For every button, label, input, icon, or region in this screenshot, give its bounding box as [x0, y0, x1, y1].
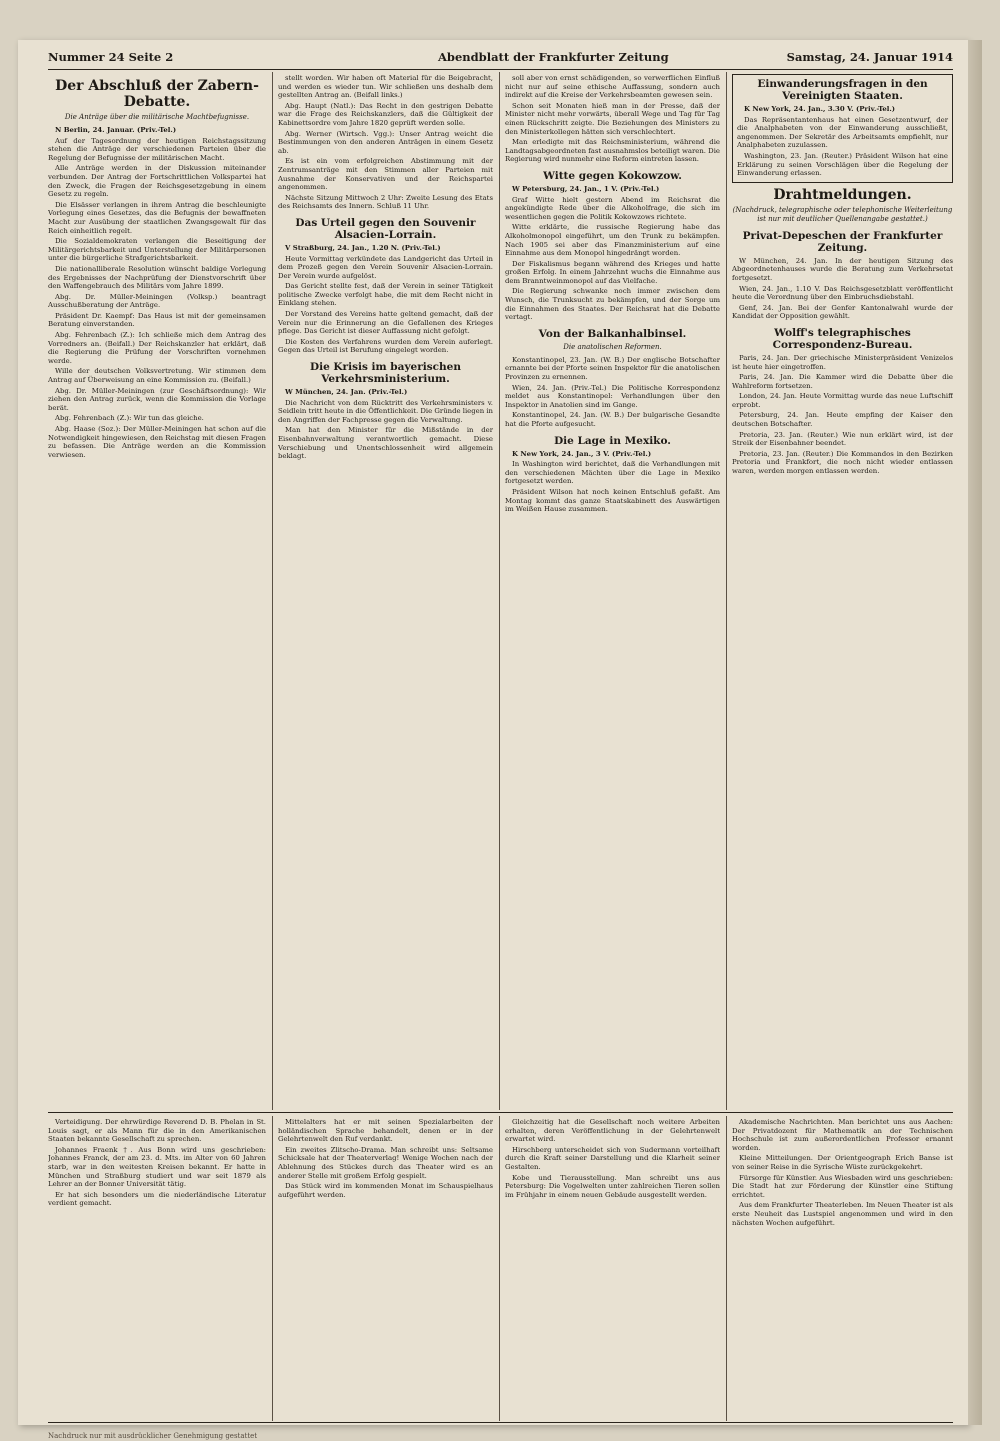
paragraph: Abg. Werner (Wirtsch. Vgg.): Unser Antrag weicht die Bestimmungen von den anderen Anträgen in einem Gesetz ab.: [278, 129, 493, 155]
paragraph: stellt worden. Wir haben oft Material für die Beigebracht, und werden es wieder tun. Wir schließen uns deshalb dem gestellten Antrag an. (Beifall links.): [278, 74, 493, 100]
paragraph: Das Repräsentantenhaus hat einen Gesetzentwurf, der die Analphabeten von der Einwanderung ausschließt, angenommen. Der Sekretär des Arbeitsamts empfiehlt, nur Analphabeten zuzulassen.: [737, 115, 948, 150]
paragraph: Die Sozialdemokraten verlangen die Beseitigung der Militärgerichtsbarkeit und Unterstellung der Militärpersonen unter die bürgerliche Strafgerichtsbarkeit.: [48, 237, 266, 263]
column-rule: [499, 72, 500, 1110]
column-4: [732, 74, 953, 1108]
paragraph: Konstantinopel, 23. Jan. (W. B.) Der englische Botschafter ernannte bei der Pforte seinen Inspektor für die anatolischen Provinzen zu ernennen.: [505, 355, 720, 382]
paragraph: London, 24. Jan. Heute Vormittag wurde das neue Luftschiff erprobt.: [732, 392, 953, 409]
headline-souvenir: Das Urteil gegen den Souvenir Alsacien-Lorrain.: [295, 216, 476, 241]
paragraph: Präsident Wilson hat noch keinen Entschluß gefaßt. Am Montag kommt das ganze Staatskabinett des Auswärtigen im Weißen Hause zusammen.: [505, 487, 720, 514]
headline-mexico: Die Lage in Mexiko.: [554, 434, 671, 447]
paragraph: Die nationalliberale Resolution wünscht baldige Vorlegung des Ergebnisses der Nachprüfung der Dienstvorschrift über den Waffengebrauch des Militärs vom Jahre 1899.: [48, 264, 266, 291]
paragraph: Heute Vormittag verkündete das Landgericht das Urteil in dem Prozeß gegen den Verein Souvenir Alsacien-Lorrain. Der Verein wurde aufgelöst.: [278, 254, 493, 280]
paragraph: Abg. Dr. Müller-Meiningen (Volksp.) beantragt Ausschußberatung der Anträge.: [48, 292, 266, 310]
paragraph: Wien, 24. Jan. (Priv.-Tel.) Die Politische Korrespondenz meldet aus Konstantinopel: Verhandlungen über den Inspektor in Anatolien sind im Gange.: [505, 383, 720, 409]
headline-balkan: Von der Balkanhalbinsel.: [538, 327, 687, 340]
dateline: K New York, 24. Jan., 3 V. (Priv.-Tel.): [512, 449, 652, 458]
headline-immigration: Einwanderungsfragen in den Vereinigten Staaten.: [757, 78, 928, 102]
paragraph: Präsident Dr. Kaempf: Das Haus ist mit der gemeinsamen Beratung einverstanden.: [48, 311, 266, 329]
paragraph: Nächste Sitzung Mittwoch 2 Uhr: Zweite Lesung des Etats des Reichsamts des Innern. Schluß 11 Uhr.: [278, 193, 493, 211]
paragraph: Alle Anträge werden in der Diskussion miteinander verbunden. Der Antrag der Fortschrittlichen Volkspartei hat den Zweck, die Fragen der Reichsgesetzgebung in einem Gesetz zu regeln.: [48, 164, 266, 199]
paragraph: Wille der deutschen Volksvertretung. Wir stimmen dem Antrag auf Überweisung an eine Kommission zu. (Beifall.): [48, 367, 266, 385]
headline-wolff: Wolff's telegraphisches Correspondenz-Bureau.: [772, 326, 913, 351]
newspaper-page: [18, 40, 968, 1440]
paragraph: Konstantinopel, 24. Jan. (W. B.) Der bulgarische Gesandte hat die Pforte aufgesucht.: [505, 411, 720, 428]
feuilleton-rule: [48, 1112, 953, 1113]
dateline: K New York, 24. Jan., 3.30 V. (Priv.-Tel.): [744, 105, 896, 113]
paragraph: Das Gericht stellte fest, daß der Verein in seiner Tätigkeit politische Zwecke verfolgt habe, die mit dem Recht nicht in Einklang stehen.: [278, 282, 493, 308]
paragraph: Ein zweites Zlitscho-Drama. Man schreibt uns: Seltsame Schicksale hat der Theaterverlag! Wenige Wochen nach der Ablehnung des Stückes durch das Theater wird es an anderer Stelle mit großem Erfolg gespielt.: [278, 1145, 493, 1180]
dateline: N Berlin, 24. Januar. (Priv.-Tel.): [55, 126, 177, 134]
paragraph: Kleine Mitteilungen. Der Orientgeograph Erich Banse ist von seiner Reise in die Syrische Wüste zurückgekehrt.: [732, 1154, 953, 1171]
column-rule: [726, 72, 727, 1110]
paragraph: Fürsorge für Künstler. Aus Wiesbaden wird uns geschrieben: Die Stadt hat zur Förderung der Künstler eine Stiftung errichtet.: [732, 1173, 953, 1199]
column-rule: [272, 1116, 273, 1421]
paragraph: Kobe und Tierausstellung. Man schreibt uns aus Petersburg: Die Vogelwelten unter zahlreichen Tieren sollen im Frühjahr in einem neuen Gebäude ausgestellt werden.: [505, 1173, 720, 1199]
paragraph: Washington, 23. Jan. (Reuter.) Präsident Wilson hat eine Erklärung zu seinen Vorschlägen über die Regelung der Einwanderung erlassen.: [737, 151, 948, 178]
paragraph: Man hat den Minister für die Mißstände in der Eisenbahnverwaltung verantwortlich gemacht. Diese Verschiebung und Unentschlossenheit wird allgemein beklagt.: [278, 426, 493, 461]
paragraph: Der Vorstand des Vereins hatte geltend gemacht, daß der Verein nur die Erinnerung an die Gefallenen des Krieges pflege. Das Gericht ist dieser Auffassung nicht gefolgt.: [278, 310, 493, 336]
paragraph: Paris, 24. Jan. Der griechische Ministerpräsident Venizelos ist heute hier eingetroffen.: [732, 353, 953, 371]
dateline: W München, 24. Jan. (Priv.-Tel.): [285, 388, 408, 397]
paragraph: Es ist ein vom erfolgreichen Abstimmung mit der Zentrumsanträge mit den Stimmen aller Parteien mit Ausnahme der Konservativen und der Reichspartei angenommen.: [278, 157, 493, 192]
paragraph: Der Fiskalismus begann während des Krieges und hatte großen Erfolg. In einem Jahrzehnt wuchs die Einnahme aus dem Branntweinmonopol auf das Vielfache.: [505, 259, 720, 285]
paragraph: Aus dem Frankfurter Theaterleben. Im Neuen Theater ist als erste Neuheit das Lustspiel angenommen und wird in den nächsten Wochen aufgeführt.: [732, 1201, 953, 1227]
column-3: [505, 74, 720, 1108]
feuilleton-column-4: [732, 1118, 953, 1418]
paragraph: W München, 24. Jan. In der heutigen Sitzung des Abgeordnetenhauses wurde die Beratung zum Verkehrsetat fortgesetzt.: [732, 256, 953, 282]
paragraph: Akademische Nachrichten. Man berichtet uns aus Aachen: Der Privatdozent für Mathematik an der Technischen Hochschule ist zum außerordentlichen Professor ernannt worden.: [732, 1118, 953, 1152]
feuilleton-column-1: [48, 1118, 266, 1418]
paragraph: Die Nachricht von dem Rücktritt des Verkehrsministers v. Seidlein tritt heute in die Öffentlichkeit. Die Gründe liegen in den Angriffen der Fachpresse gegen die Verwaltung.: [278, 398, 493, 424]
binding-edge: [968, 40, 982, 1425]
paragraph: Graf Witte hielt gestern Abend im Reichsrat die angekündigte Rede über die Alkoholfrage, die sich im wesentlichen gegen die Politik Kokowzows richtete.: [505, 195, 720, 221]
paragraph: Die Kosten des Verfahrens wurden dem Verein auferlegt. Gegen das Urteil ist Berufung eingelegt worden.: [278, 337, 493, 355]
paragraph: Gleichzeitig hat die Gesellschaft noch weitere Arbeiten erhalten, deren Veröffentlichung in der Gelehrtenwelt erwartet wird.: [505, 1118, 720, 1144]
feuilleton-column-2: [278, 1118, 493, 1418]
paragraph: Witte erklärte, die russische Regierung habe das Alkoholmonopol eingeführt, um den Trunk zu bekämpfen. Nach 1905 sei aber das Finanzministerium auf eine Einnahme aus dem Monopol hingedrängt worden.: [505, 223, 720, 258]
paragraph: Abg. Haupt (Natl.): Das Recht in den gestrigen Debatte war die Frage des Reichskanzlers, daß die Gültigkeit der Kabinettsordre vom Jahre 1820 geprüft werden solle.: [278, 101, 493, 127]
paragraph: Johannes Fraenk †. Aus Bonn wird uns geschrieben: Johannes Franck, der am 23. d. Mts. im Alter von 60 Jahren starb, war in den weitesten Kreisen bekannt. Er hatte in München und Straßburg studiert und war seit 1879 als Lehrer an der Bonner Universität tätig.: [48, 1145, 266, 1189]
paragraph: Er hat sich besonders um die niederländische Literatur verdient gemacht.: [48, 1190, 266, 1208]
column-rule: [726, 1116, 727, 1421]
paragraph: Genf, 24. Jan. Bei der Genfer Kantonalwahl wurde der Kandidat der Opposition gewählt.: [732, 303, 953, 321]
page-number: Nummer 24 Seite 2: [48, 50, 174, 64]
column-rule: [499, 1116, 500, 1421]
paragraph: Pretoria, 23. Jan. (Reuter.) Die Kommandos in den Bezirken Pretoria und Frankfort, die noch nicht wieder entlassen waren, werden morgen entlassen werden.: [732, 449, 953, 476]
paragraph: soll aber von ernst schädigenden, so verwerflichen Einfluß nicht nur auf seine ethische Auffassung, sondern auch indirekt auf die Kreise der Verkehrsbeamten gewesen sein.: [505, 74, 720, 100]
paragraph: Hirschberg unterscheidet sich von Sudermann vorteilhaft durch die Kraft seiner Darstellung und die Klarheit seiner Gestalten.: [505, 1145, 720, 1171]
headline-witte: Witte gegen Kokowzow.: [543, 169, 682, 182]
masthead: [48, 48, 953, 68]
subhead-zabern: Die Anträge über die militärische Machtbefugnisse.: [64, 113, 250, 121]
subhead-notice: (Nachdruck, telegraphische oder telephonische Weiterleitung ist nur mit deutlicher Quellenangabe gestattet.): [732, 205, 953, 223]
paragraph: Verteidigung. Der ehrwürdige Reverend D. B. Phelan in St. Louis sagt, er als Mann für die in den Amerikanischen Staaten bekannte Gesellschaft zu sprechen.: [48, 1118, 266, 1144]
paragraph: Petersburg, 24. Jan. Heute empfing der Kaiser den deutschen Botschafter.: [732, 411, 953, 429]
paragraph: Die Regierung schwanke noch immer zwischen dem Wunsch, die Trunksucht zu bekämpfen, und der Sorge um die Einnahmen des Staates. Der Reichsrat hat die Debatte vertagt.: [505, 287, 720, 322]
top-rule: [48, 69, 953, 70]
paragraph: Man erledigte mit das Reichsministerium, während die Landtagsabgeordneten fast ausnahmslos beteiligt waren. Die Regierung wird nunmehr eine Reform eintreten lassen.: [505, 138, 720, 164]
headline-private-dispatches: Privat-Depeschen der Frankfurter Zeitung.: [742, 229, 943, 254]
paragraph: Das Stück wird im kommenden Monat im Schauspielhaus aufgeführt werden.: [278, 1182, 493, 1199]
headline-zabern: Der Abschluß der Zabern-Debatte.: [55, 78, 259, 110]
box-immigration: [732, 74, 953, 183]
paragraph: Abg. Fehrenbach (Z.): Ich schließe mich dem Antrag des Vorredners an. (Beifall.) Der Reichskanzler hat erklärt, daß die Regierung die Prüfung der Vorschriften vornehmen werde.: [48, 331, 266, 365]
paragraph: Auf der Tagesordnung der heutigen Reichstagssitzung stehen die Anträge der verschiedenen Parteien über die Regelung der Befugnisse der militärischen Macht.: [48, 136, 266, 162]
paragraph: Die Elsässer verlangen in ihrem Antrag die beschleunigte Vorlegung eines Gesetzes, das die Befugnis der bewaffneten Macht zur Ausübung der staatlichen Zwangsgewalt für das Reich einheitlich regelt.: [48, 200, 266, 235]
column-rule: [272, 72, 273, 1110]
newspaper-title: Abendblatt der Frankfurter Zeitung: [438, 50, 669, 64]
paragraph: Abg. Haase (Soz.): Der Müller-Meiningen hat schon auf die Notwendigkeit hingewiesen, den Reichstag mit diesen Fragen zu befassen. Die Anträge werden an die Kommission verwiesen.: [48, 425, 266, 459]
column-2: [278, 74, 493, 1108]
paragraph: Paris, 24. Jan. Die Kammer wird die Debatte über die Wahlreform fortsetzen.: [732, 373, 953, 390]
subhead-balkan: Die anatolischen Reformen.: [563, 342, 662, 351]
dateline: W Petersburg, 24. Jan., 1 V. (Priv.-Tel.): [512, 184, 660, 193]
paragraph: Mittelalters hat er mit seinen Spezialarbeiten der holländischen Sprache behandelt, denen er in der Gelehrtenwelt den Ruf verdankt.: [278, 1118, 493, 1144]
issue-date: Samstag, 24. Januar 1914: [786, 50, 953, 64]
paragraph: Pretoria, 23. Jan. (Reuter.) Wie nun erklärt wird, ist der Streik der Eisenbahner beendet.: [732, 430, 953, 448]
paragraph: Wien, 24. Jan., 1.10 V. Das Reichsgesetzblatt veröffentlicht heute die Verordnung über den Einbruchsdiebstahl.: [732, 284, 953, 302]
paragraph: Schon seit Monaten hieß man in der Presse, daß der Minister nicht mehr vorwärts, überall Wege und Tag für Tag einen Rückschritt zeigte. Die Beziehungen des Ministers zu den Ministerkollegen hätten sich verschlechtert.: [505, 101, 720, 136]
column-1: [48, 74, 266, 1108]
footer-note: Nachdruck nur mit ausdrücklicher Genehmigung gestattet: [48, 1432, 258, 1440]
headline-drahtmeldungen: Drahtmeldungen.: [773, 186, 912, 203]
bottom-rule: [48, 1422, 953, 1423]
paragraph: Abg. Fehrenbach (Z.): Wir tun das gleiche.: [55, 414, 204, 423]
feuilleton-column-3: [505, 1118, 720, 1418]
headline-bavaria: Die Krisis im bayerischen Verkehrsministerium.: [310, 361, 461, 386]
paragraph: In Washington wird berichtet, daß die Verhandlungen mit den verschiedenen Mächten über die Lage in Mexiko fortgesetzt werden.: [505, 460, 720, 486]
paragraph: Abg. Dr. Müller-Meiningen (zur Geschäftsordnung): Wir ziehen den Antrag zurück, wenn die Kommission die Vorlage berät.: [48, 386, 266, 412]
dateline: V Straßburg, 24. Jan., 1.20 N. (Priv.-Tel.): [285, 243, 441, 252]
